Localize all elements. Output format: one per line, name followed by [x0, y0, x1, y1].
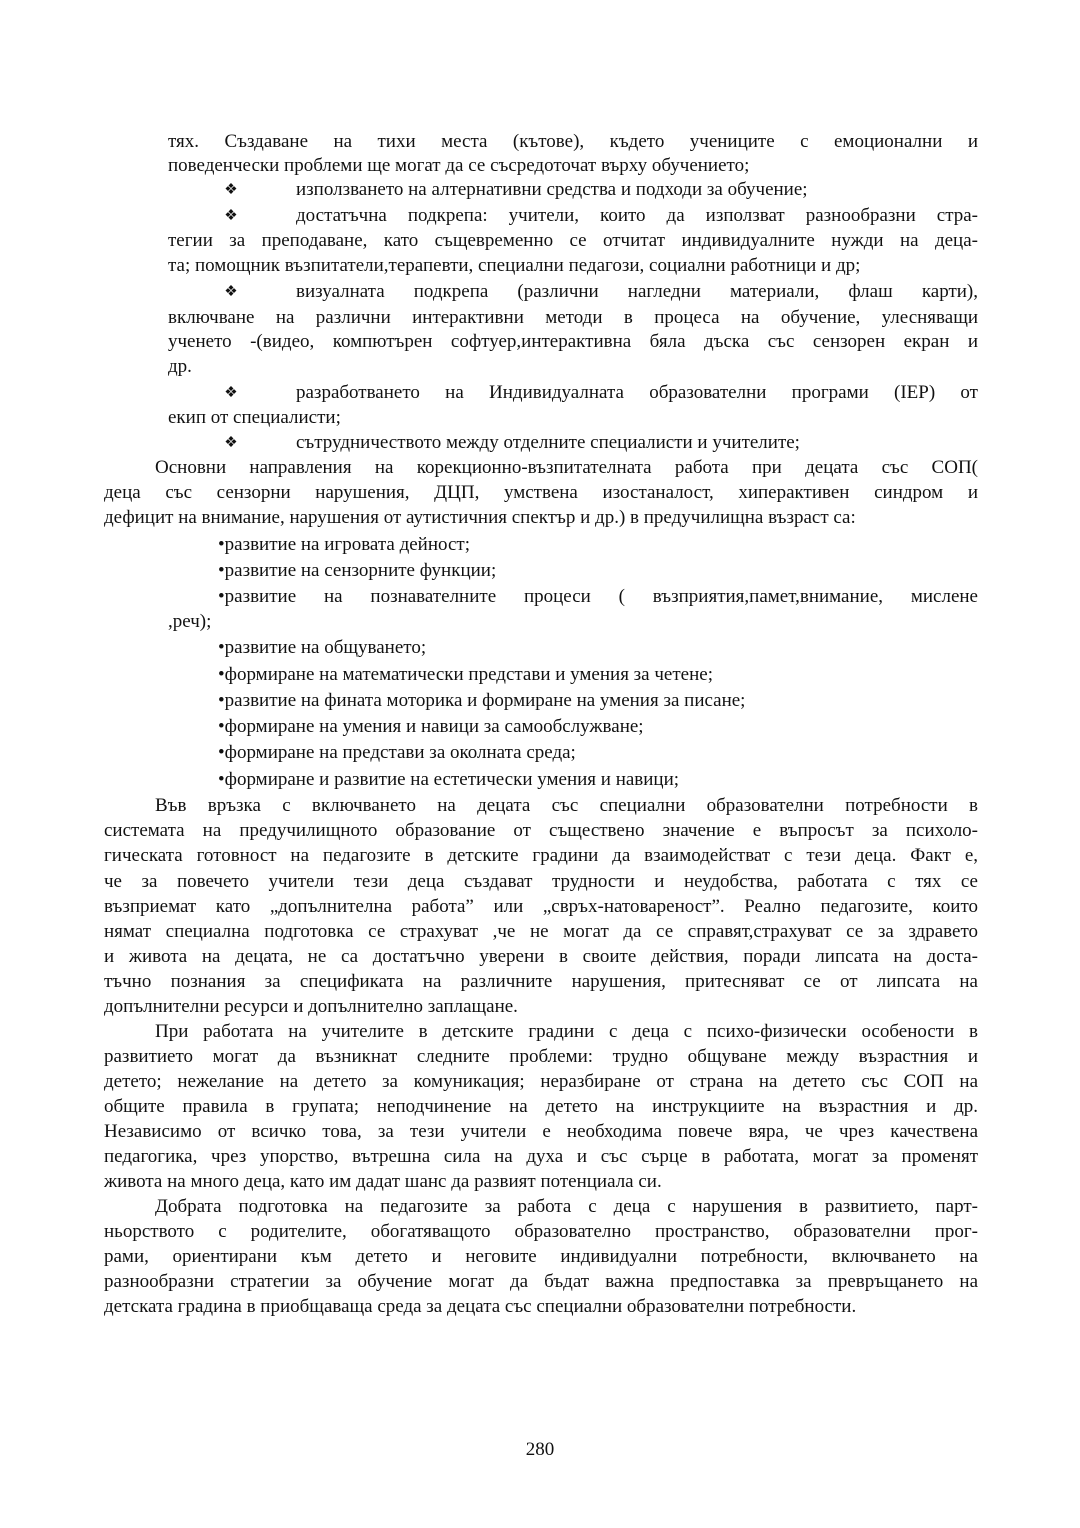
list-item: визуалната подкрепа (различни нагледни материали, флаш карти), [296, 281, 978, 302]
text-line: детската градина в приобщаваща среда за децата със специални образователни потребности. [104, 1296, 857, 1317]
text-line: рами, ориентирани към детето и неговите индивидуални потребности, включването на [104, 1246, 978, 1267]
text-line: разнообразни стратегии за обучение могат да бъдат важна предпоставка за превръщането на [104, 1271, 978, 1292]
text-line: включване на различни интерактивни методи в процеса на обучение, улесняващи [168, 307, 978, 328]
list-item: разработването на Индивидуалната образователни програми (IEP) от [296, 382, 978, 403]
text-line: др. [168, 356, 192, 377]
text-line: деца със сензорни нарушения, ДЦП, умствена изостаналост, хиперактивен синдром и [104, 482, 978, 503]
page-number: 280 [525, 1439, 555, 1460]
list-item: •развитие на познавателните процеси ( възприятия,памет,внимание, мислене [218, 586, 978, 607]
text-line: тегии за преподаване, като същевременно се отчитат индивидуалните нужди на деца- [168, 230, 978, 251]
list-item: •формиране на представи за околната среда; [218, 742, 576, 763]
text-line: При работата на учителите в детските градини с деца с психо-физически особености в [155, 1021, 978, 1042]
diamond-bullet-icon: ❖ [224, 284, 238, 300]
list-item: •формиране и развитие на естетически умения и навици; [218, 769, 680, 790]
list-item: използването на алтернативни средства и подходи за обучение; [296, 179, 808, 200]
text-line: дефицит на внимание, нарушения от аутистичния спектър и др.) в предучилищна възраст са: [104, 507, 856, 528]
text-line: та; помощник възпитатели,терапевти, специални педагози, социални работници и др; [168, 255, 861, 276]
text-line: развитието могат да възникнат следните проблеми: трудно общуване между възрастния и [104, 1046, 978, 1067]
list-item: •формиране на умения и навици за самообслужване; [218, 716, 644, 737]
text-line: педагогика, чрез упорство, вътрешна сила на духа и със сърце в работата, могат за променят [104, 1146, 978, 1167]
text-line: ньорството с родителите, обогатяващото образователно пространство, образователни прог- [104, 1221, 978, 1242]
text-line: детето; нежелание на детето за комуникация; неразбиране от страна на детето със СОП на [104, 1071, 978, 1092]
text-line: системата на предучилищното образование от съществено значение е въпросът за психоло- [104, 820, 978, 841]
text-line: че за повечето учители тези деца създават трудности и неудобства, работата с тях се [104, 871, 978, 892]
list-item: •развитие на сензорните функции; [218, 560, 497, 581]
text-line: Основни направления на корекционно-възпитателната работа при децата със СОП( [155, 457, 978, 478]
diamond-bullet-icon: ❖ [224, 208, 238, 224]
list-item: •развитие на общуването; [218, 637, 427, 658]
text-line: живота на много деца, като им дадат шанс да развият потенциала си. [104, 1171, 662, 1192]
text-line: тях. Създаване на тихи места (кътове), където учениците с емоционални и [168, 131, 978, 152]
list-item: достатъчна подкрепа: учители, които да използват разнообразни стра- [296, 205, 978, 226]
text-line: тъчно познания за спецификата на различните нарушения, притесняват се от липсата на [104, 971, 978, 992]
diamond-bullet-icon: ❖ [224, 182, 238, 198]
list-item: •развитие на фината моторика и формиране на умения за писане; [218, 690, 746, 711]
text-line: и живота на децата, не са достатъчно уверени в своите действия, поради липсата на доста- [104, 946, 978, 967]
text-line: Добрата подготовка на педагозите за работа с деца с нарушения в развитието, парт- [155, 1196, 978, 1217]
text-line: Независимо от всичко това, за тези учители е необходима повече вяра, че чрез качествена [104, 1121, 978, 1142]
text-line: възприемат като „допълнителна работа” или „свръх-натовареност”. Реално педагозите, които [104, 896, 978, 917]
list-item: •развитие на игровата дейност; [218, 534, 471, 555]
text-line: общите правила в групата; неподчинение на детето на инструкциите на възрастния и др. [104, 1096, 978, 1117]
text-line: ученето -(видео, компютърен софтуер,интерактивна бяла дъска със сензорен екран и [168, 331, 978, 352]
list-item: сътрудничеството между отделните специалисти и учителите; [296, 432, 800, 453]
text-line: Във връзка с включването на децата със специални образователни потребности в [155, 795, 978, 816]
text-line: гическата готовност на педагозите в детските градини да взаимодействат с тези деца. Факт е, [104, 845, 978, 866]
diamond-bullet-icon: ❖ [224, 435, 238, 451]
text-line: допълнителни ресурси и допълнително заплащане. [104, 996, 518, 1017]
list-item: •формиране на математически представи и умения за четене; [218, 664, 713, 685]
text-line: нямат специална подготовка се страхуват ,че не могат да се справят,страхуват се за здравето [104, 921, 978, 942]
text-line: екип от специалисти; [168, 407, 341, 428]
text-line: поведенчески проблеми ще могат да се съсредоточат върху обучението; [168, 155, 750, 176]
text-line: ,реч); [168, 611, 212, 632]
diamond-bullet-icon: ❖ [224, 385, 238, 401]
